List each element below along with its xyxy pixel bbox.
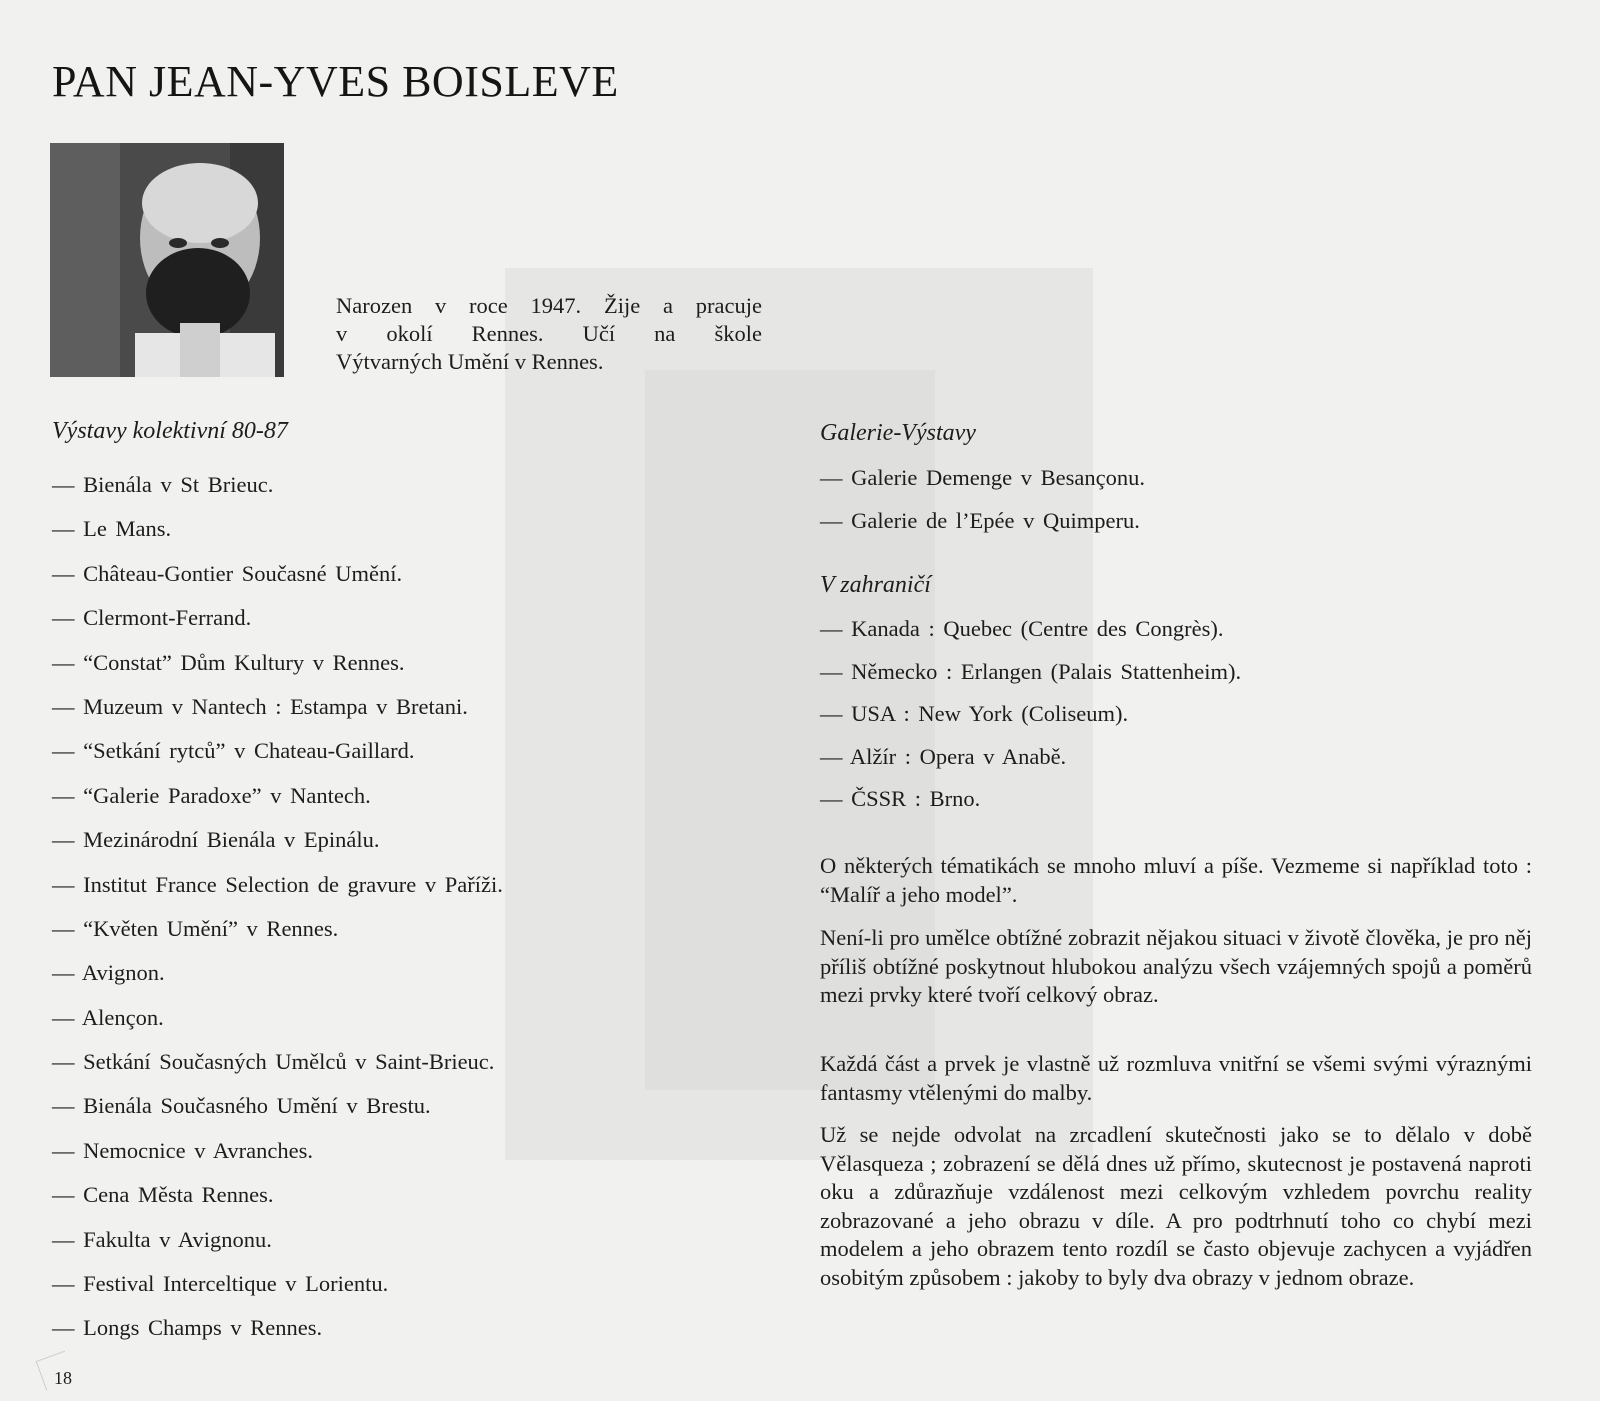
list-item: — USA : New York (Coliseum). (820, 701, 1129, 726)
portrait-photo-icon (50, 143, 284, 377)
galleries-list (820, 465, 1145, 551)
list-item: — Bienála v St Brieuc. (52, 472, 274, 497)
paragraph: Není-li pro umělce obtížné zobrazit nějakou situaci v životě člověka, je pro něj příliš obtížné poskytnout hlubokou analýzu všech vzájemných spojů a poměrů mezi prvky které tvoří celkový obraz. (820, 925, 1532, 1007)
list-item: — Německo : Erlangen (Palais Stattenheim). (820, 658, 1242, 684)
list-item: — Longs Champs v Rennes. (52, 1315, 323, 1341)
portrait-photo (50, 143, 284, 377)
list-item: — “Květen Umění” v Rennes. (52, 915, 339, 941)
list-item: — Le Mans. (52, 516, 172, 542)
list-item: — Institut France Selection de gravure v Paříži. (52, 871, 503, 897)
intro-line: Narozen v roce 1947. Žije a pracuje (336, 293, 762, 318)
list-item: — “Setkání rytců” v Chateau-Gaillard. (52, 738, 415, 764)
abroad-list (820, 616, 1241, 829)
list-item: — Avignon. (52, 960, 165, 986)
list-item: — Cena Města Rennes. (52, 1182, 274, 1208)
list-item: — Mezinárodní Bienála v Epinálu. (52, 827, 380, 853)
paragraph: Už se nejde odvolat na zrcadlení skutečnosti jako se to dělalo v době Vělasqueza ; zobrazení se dělá dnes už přímo, skutecnost je postavená naproti oku a zdůrazňuje vzdálenost mezi celkovým vzhledem povrchu reality zobrazované a jeho obrazu v díle. A pro podtrhnutí toho co chybí mezi modelem a jeho obrazem tento rozdíl se často objevuje zachycen a vyjádřen osobitým způsobem : jakoby to byly dva obrazy v jednom obraze. (820, 1122, 1532, 1290)
list-item: — Muzeum v Nantech : Estampa v Bretani. (52, 693, 468, 719)
list-item: — Bienála Současného Umění v Brestu. (52, 1093, 431, 1119)
intro-line: v okolí Rennes. Učí na škole (336, 321, 762, 346)
list-item: — Setkání Současných Umělců v Saint-Brieuc. (52, 1049, 495, 1075)
list-item: — Alžír : Opera v Anabě. (820, 743, 1067, 769)
list-item: — ČSSR : Brno. (820, 786, 981, 811)
collective-list (52, 472, 503, 1360)
list-item: — Galerie Demenge v Besançonu. (820, 465, 1146, 490)
list-item: — “Constat” Dům Kultury v Rennes. (52, 649, 405, 675)
list-item: — Festival Interceltique v Lorientu. (52, 1271, 389, 1297)
list-item: — Fakulta v Avignonu. (52, 1226, 272, 1252)
page-title: PAN JEAN-YVES BOISLEVE (52, 57, 619, 106)
paragraph: Každá část a prvek je vlastně už rozmluva vnitřní se všemi svými výraznými fantasmy vtělenými do malby. (820, 1051, 1532, 1105)
list-item: — Kanada : Quebec (Centre des Congrès). (820, 616, 1224, 641)
page-number: 18 (54, 1368, 72, 1388)
list-item: — Nemocnice v Avranches. (52, 1137, 313, 1163)
intro-text (336, 292, 762, 376)
list-item: — Alençon. (52, 1004, 164, 1030)
list-item: — Clermont-Ferrand. (52, 605, 252, 631)
list-item: — Château-Gontier Současné Umění. (52, 560, 403, 586)
list-item: — Galerie de l’Epée v Quimperu. (820, 508, 1140, 533)
intro-line: Výtvarných Umění v Rennes. (336, 349, 604, 374)
paragraph: O některých tématikách se mnoho mluví a píše. Vezmeme si například toto : “Malíř a jeho model”. (820, 853, 1532, 907)
list-item: — “Galerie Paradoxe” v Nantech. (52, 782, 371, 808)
abroad-heading: V zahraničí (820, 572, 931, 598)
collective-heading: Výstavy kolektivní 80-87 (52, 418, 288, 444)
galleries-heading: Galerie-Výstavy (820, 420, 976, 446)
